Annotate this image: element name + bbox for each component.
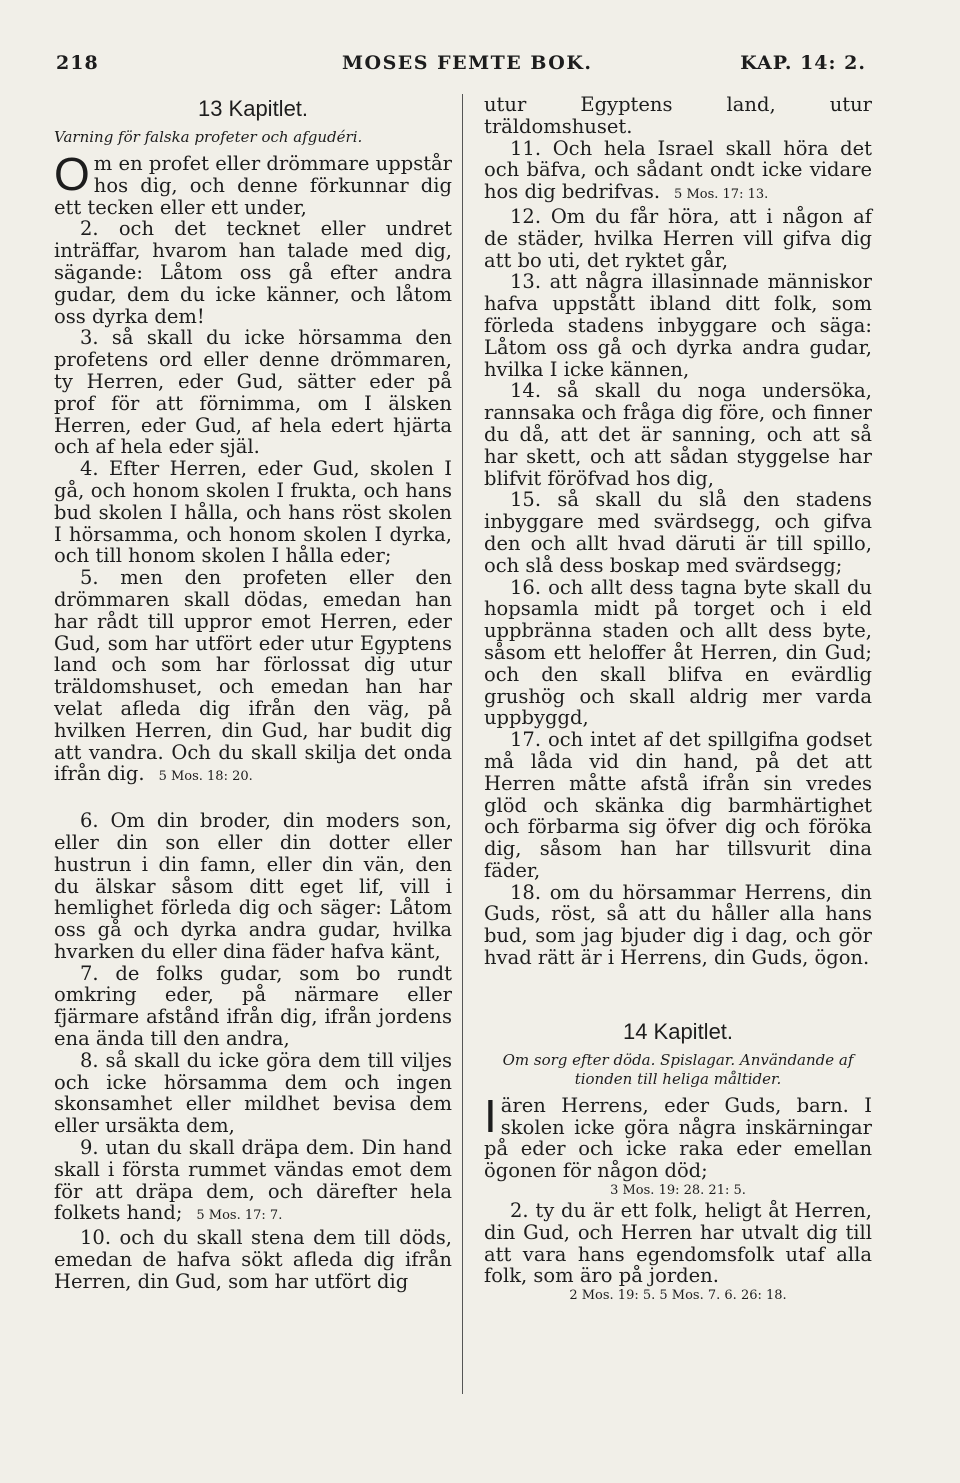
chapter-14-summary: Om sorg efter döda. Spislagar. Användande af tionden till heliga måltider.: [502, 1050, 854, 1088]
section-gap: [54, 788, 452, 810]
verse-15: 15. så skall du slå den stadens inbyggare med svärdsegg, och gifva den och allt hvad däruti är till spillo, och slå dess boskap med svärdsegg;: [484, 488, 872, 577]
page-number: 218: [56, 52, 99, 74]
chapter-13-summary: Varning för falska profeter och afgudéri.: [54, 128, 363, 146]
chapter-14-verse-1-crossref: 3 Mos. 19: 28. 21: 5.: [610, 1183, 746, 1199]
verse-11-text: 11. Och hela Israel skall höra det och bäfva, och sådant ondt icke vidare hos dig bedrifvas.: [484, 136, 872, 204]
verse-6: 6. Om din broder, din moders son, eller din son eller din dotter eller hustrun i din famn, eller din vän, den du älskar såsom ditt eget lif, vill i hemlighet förleda dig och säger: Låtom oss gå och dyrka andra gudar, hvilka hvarken du eller dina fäder hafva känt,: [54, 809, 452, 963]
verse-10: 10. och du skall stena dem till döds, emedan de hafva sökt afleda dig ifrån Herren, din Gud, som har utfört dig: [54, 1226, 452, 1293]
verse-9: [54, 1137, 452, 1227]
running-header: [56, 52, 866, 82]
verse-16: 16. och allt dess tagna byte skall du hopsamla midt på torget och i eld uppbränna staden och allt dess byte, såsom ett heloffer åt Herren, din Gud; och den skall blifva en evärdlig grushög och skall aldrig mer varda uppbyggd,: [484, 575, 872, 730]
verse-1-text: m en profet eller drömmare uppstår hos dig, och denne förkunnar dig ett tecken eller ett under,: [54, 152, 452, 219]
verse-12: 12. Om du får höra, att i någon af de städer, hvilka Herren vill gifva dig att bo uti, det ryktet går,: [484, 204, 872, 272]
chapter-14-title: 14 Kapitlet.: [622, 1018, 734, 1044]
verse-9-crossref: 5 Mos. 17: 7.: [196, 1208, 283, 1224]
verse-3: 3. så skall du icke hörsamma den profetens ord eller denne drömmaren, ty Herren, eder Gud, sätter eder på prof för att förnimma, om I älsken Herren, eder Gud, af hela edert hjärta och af hela eder själ.: [54, 326, 452, 459]
chapter-14-verse-1: [484, 1089, 872, 1183]
book-title: MOSES FEMTE BOK.: [342, 52, 593, 74]
chapter-13-title: 13 Kapitlet.: [197, 96, 309, 121]
chapter-14-verse-2: 2. ty du är ett folk, heligt åt Herren, din Gud, och Herren har utvalt dig till att vara hans egendomsfolk utaf alla folk, som äro på jorden.: [484, 1199, 872, 1288]
verse-11: [484, 138, 872, 206]
chapter-14-verse-2-crossref: 2 Mos. 19: 5. 5 Mos. 7. 6. 26: 18.: [569, 1288, 787, 1304]
verse-13: 13. att några illasinnade människor hafva uppstått ibland ditt folk, som förleda stadens inbyggare och säga: Låtom oss gå och dyrka andra gudar, hvilka I icke kännen,: [484, 270, 872, 381]
verse-11-crossref: 5 Mos. 17: 13.: [674, 187, 769, 203]
verse-8: 8. så skall du icke göra dem till viljes och icke hörsamma dem och ingen skonsamhet eller mildhet bevisa dem eller ursäkta dem,: [54, 1048, 452, 1138]
verse-18: 18. om du hörsammar Herrens, din Guds, röst, så att du håller alla hans bud, som jag bjuder dig i dag, och gör hvad rätt är i Herrens, din Guds, ögon.: [484, 880, 872, 970]
verse-2: 2. och det tecknet eller undret inträffar, hvarom han talade med dig, sägande: Låtom oss gå efter andra gudar, dem du icke känner, och låtom oss dyrka dem!: [54, 217, 452, 328]
right-column: [484, 94, 872, 1305]
verse-5: [54, 567, 452, 788]
continuation-text: utur Egyptens land, utur träldomshuset.: [484, 93, 872, 138]
drop-cap: O: [54, 148, 90, 200]
section-gap: [484, 969, 872, 1017]
column-divider: [462, 94, 463, 1394]
verse-1: [54, 148, 452, 219]
verse-7: 7. de folks gudar, som bo rundt omkring eder, på närmare eller fjärmare afstånd ifrån dig, ifrån jordens ena ända till den andra,: [54, 961, 452, 1051]
verse-4: 4. Efter Herren, eder Gud, skolen I gå, och honom skolen I frukta, och hans bud skolen I hålla, och hans röst skolen I hörsamma, och honom skolen I dyrka, och till honom skolen I hålla eder;: [54, 457, 452, 568]
verse-9-text: 9. utan du skall dräpa dem. Din hand skall i första rummet vändas emot dem för att dräpa dem, och därefter hela folkets hand;: [54, 1136, 452, 1225]
chapter-reference: KAP. 14: 2.: [740, 52, 866, 74]
drop-cap: I: [484, 1089, 497, 1142]
verse-5-crossref: 5 Mos. 18: 20.: [158, 769, 253, 785]
verse-5-text: 5. men den profeten eller den drömmaren skall dödas, emedan han har rådt till uppror emot Herren, eder Gud, som har utfört eder utur Egyptens land och som har förlossat dig utur träldomshuset, och emedan han har velat afleda dig ifrån den väg, på hvilken Herren, din Gud, har budit dig att vandra. Och du skall skilja det onda ifrån dig.: [54, 566, 452, 786]
verse-17: 17. och intet af det spillgifna godset må låda vid din hand, på det att Herren måtte afstå ifrån sin vredes glöd och skänka dig barmhärtighet och förbarma sig öfver dig och föröka dig, såsom han har tillsvurit dina fäder,: [484, 728, 872, 882]
left-column: [54, 94, 452, 1293]
verse-14: 14. så skall du noga undersöka, rannsaka och fråga dig före, och finner du då, att det är sanning, och att så har skett, och att sådan styggelse har blifvit föröfvad hos dig,: [484, 379, 872, 490]
chapter-14-verse-1-text: ären Herrens, eder Guds, barn. I skolen icke göra några inskärningar på eder och icke raka eder emellan ögonen för någon död;: [484, 1093, 872, 1183]
